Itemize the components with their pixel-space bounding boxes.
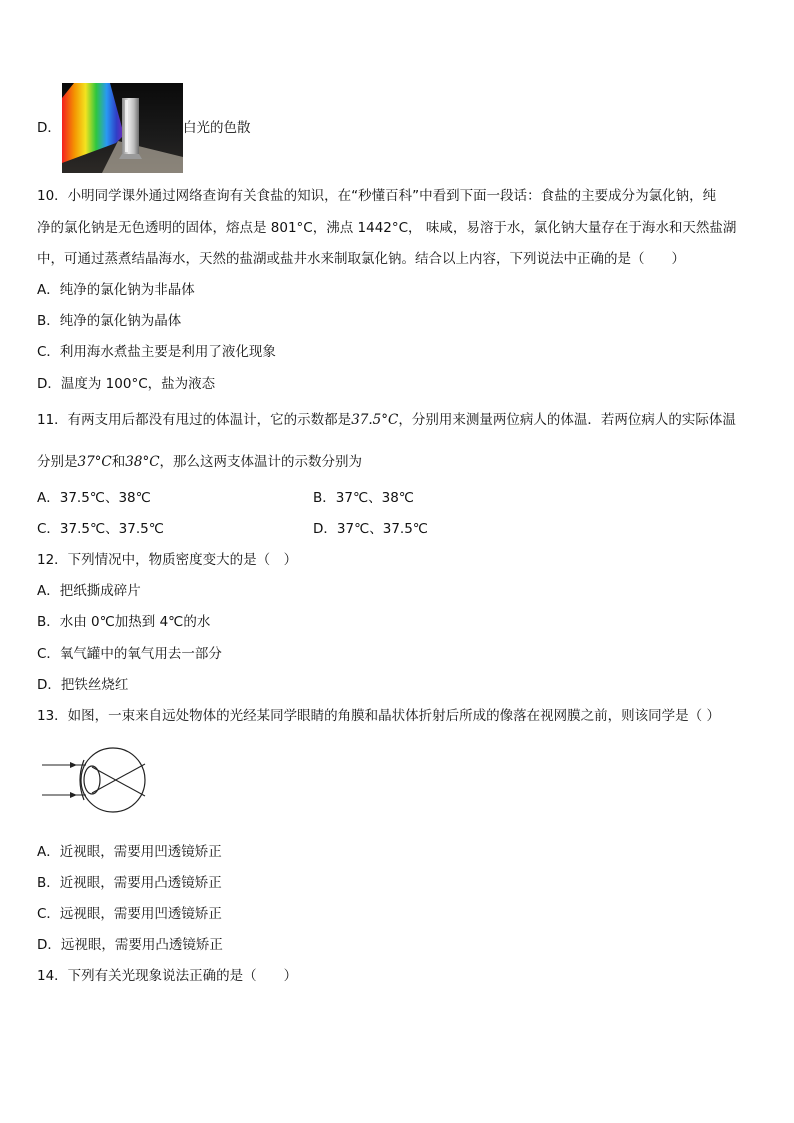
q14-stem: 14．下列有关光现象说法正确的是（ ） bbox=[37, 968, 298, 984]
q13-option-c: C．远视眼，需要用凹透镜矫正 bbox=[37, 906, 222, 922]
q11-option-c: C．37.5℃、37.5℃ bbox=[37, 521, 164, 537]
q11-stem-text-d: 和 bbox=[111, 454, 126, 470]
q11-temp-1: 37°C bbox=[77, 454, 112, 470]
q13-option-d: D．远视眼，需要用凸透镜矫正 bbox=[37, 937, 223, 953]
q12-option-d: D．把铁丝烧红 bbox=[37, 677, 129, 693]
q11-stem-text-e: ，那么这两支体温计的示数分别为 bbox=[159, 454, 363, 470]
q11-stem-line-1 bbox=[37, 410, 736, 430]
q10-stem-line-2: 净的氯化钠是无色透明的固体，熔点是 801°C，沸点 1442°C， 味咸，易溶于水，氯化钠大量存在于海水和天然盐湖 bbox=[37, 220, 737, 236]
q13-stem: 13．如图，一束来自远处物体的光经某同学眼睛的角膜和晶状体折射后所成的像落在视网膜之前，则该同学是（ ） bbox=[37, 708, 720, 724]
q9-option-d-letter: D． bbox=[37, 120, 61, 136]
q10-stem-line-3: 中，可通过蒸煮结晶海水，天然的盐湖或盐井水来制取氯化钠。结合以上内容，下列说法中正确的是（ ） bbox=[37, 251, 685, 267]
q10-option-c: C．利用海水煮盐主要是利用了液化现象 bbox=[37, 344, 276, 360]
q11-stem-text-a: 11．有两支用后都没有甩过的体温计，它的示数都是 bbox=[37, 412, 352, 428]
q10-option-b: B．纯净的氯化钠为晶体 bbox=[37, 313, 182, 329]
q12-stem: 12．下列情况中，物质密度变大的是（ ） bbox=[37, 552, 298, 568]
q11-stem-line-2 bbox=[37, 452, 362, 472]
q10-option-d: D．温度为 100°C，盐为液态 bbox=[37, 376, 216, 392]
q10-option-a: A．纯净的氯化钠为非晶体 bbox=[37, 282, 195, 298]
q11-stem-text-b: ，分别用来测量两位病人的体温．若两位病人的实际体温 bbox=[398, 412, 736, 428]
prism-dispersion-image bbox=[62, 83, 183, 173]
q12-option-a: A．把纸撕成碎片 bbox=[37, 583, 141, 599]
q11-option-d: D．37℃、37.5℃ bbox=[313, 521, 428, 537]
q11-option-b: B．37℃、38℃ bbox=[313, 490, 414, 506]
q10-stem-line-1: 10．小明同学课外通过网络查询有关食盐的知识，在“秒懂百科”中看到下面一段话：食盐的主要成分为氯化钠，纯 bbox=[37, 188, 717, 204]
q11-temp-2: 38°C bbox=[125, 454, 160, 470]
q9-option-d-text: 白光的色散 bbox=[183, 120, 251, 136]
q12-option-c: C．氧气罐中的氧气用去一部分 bbox=[37, 646, 222, 662]
q11-option-a: A．37.5℃、38℃ bbox=[37, 490, 151, 506]
q13-option-b: B．近视眼，需要用凸透镜矫正 bbox=[37, 875, 222, 891]
eyeball-outline bbox=[81, 748, 145, 812]
q12-option-b: B．水由 0℃加热到 4℃的水 bbox=[37, 614, 211, 630]
q11-stem-text-c: 分别是 bbox=[37, 454, 78, 470]
q11-temp-reading: 37.5°C bbox=[351, 412, 399, 428]
eye-diagram bbox=[40, 740, 155, 825]
q13-option-a: A．近视眼，需要用凹透镜矫正 bbox=[37, 844, 222, 860]
